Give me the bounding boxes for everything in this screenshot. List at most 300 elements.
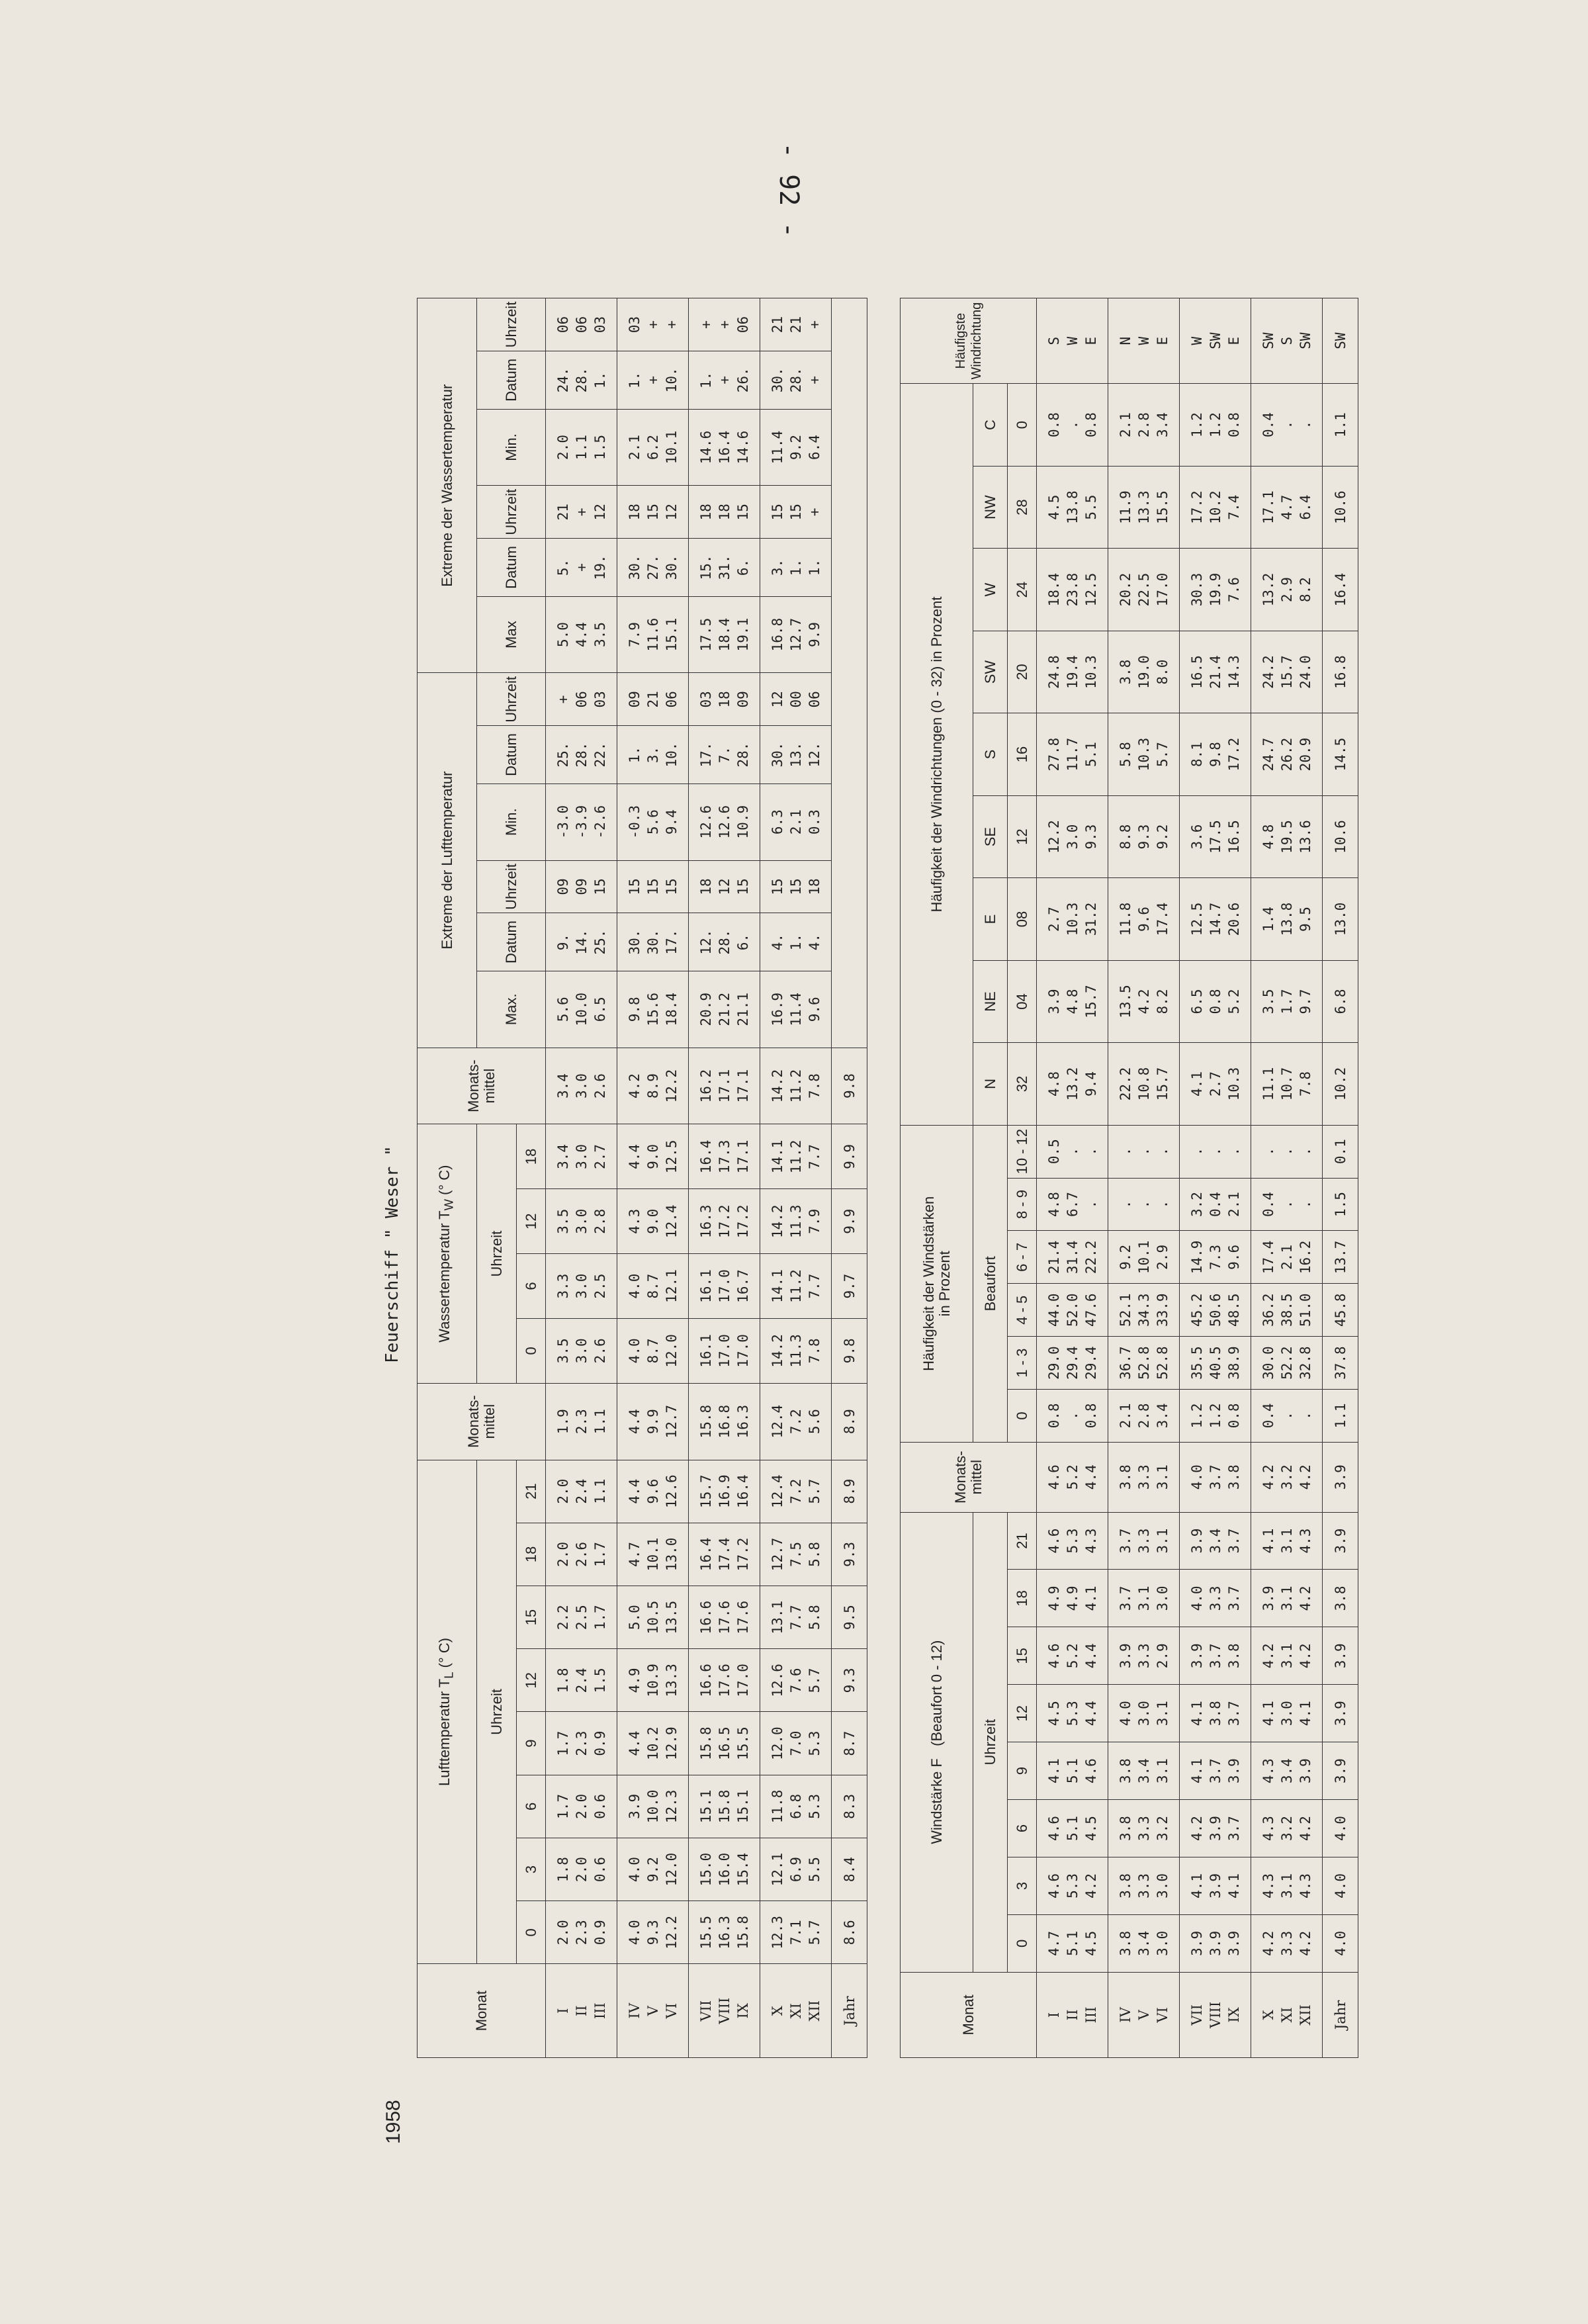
air-extreme-value: 6.3 2.1 0.3 bbox=[760, 783, 832, 860]
month-group: I II III bbox=[546, 1964, 617, 2058]
water-extreme-value: 21 + 12 bbox=[546, 486, 617, 539]
table-row bbox=[617, 298, 689, 2058]
air-temp-value: 16.4 17.4 17.2 bbox=[689, 1523, 760, 1586]
beaufort-frequency-value: 2.1 2.8 3.4 bbox=[1108, 1390, 1180, 1443]
month-group: IV V VI bbox=[617, 1964, 689, 2058]
air-temp-value: 3.9 10.0 12.3 bbox=[617, 1775, 689, 1838]
table-row bbox=[689, 298, 760, 2058]
windforce-value: 3.9 3.9 3.9 bbox=[1180, 1914, 1251, 1972]
windforce-value: 4.9 4.9 4.1 bbox=[1037, 1570, 1108, 1627]
air-min-date-header: Datum bbox=[477, 726, 546, 784]
air-extreme-value: 25. 28. 22. bbox=[546, 726, 617, 784]
direction-code-header: 24 bbox=[1008, 549, 1037, 631]
air-temp-value: 2.2 2.5 1.7 bbox=[546, 1586, 617, 1649]
month-column-header: Monat bbox=[418, 1964, 546, 2058]
temperature-table-body bbox=[546, 298, 867, 2058]
beaufort-frequency-value: 0.4 . . bbox=[1251, 1178, 1323, 1231]
water-extreme-value: 15 15 + bbox=[760, 486, 832, 539]
air-extreme-value: 12 00 06 bbox=[760, 673, 832, 726]
most-frequent-direction: SW S SW bbox=[1251, 298, 1323, 384]
air-temp-value: 1.8 2.0 0.6 bbox=[546, 1838, 617, 1900]
water-extreme-value: 3. 1. 1. bbox=[760, 539, 832, 597]
air-hour-header: 0 bbox=[517, 1901, 546, 1964]
water-temp-value: 14.1 11.2 7.7 bbox=[760, 1124, 832, 1189]
direction-frequency-value: 22.2 10.8 15.7 bbox=[1108, 1043, 1180, 1125]
year-label: 1958 bbox=[382, 2100, 404, 2144]
direction-frequency-value: 3.5 1.7 9.7 bbox=[1251, 960, 1323, 1042]
air-temp-value: 4.4 9.6 12.6 bbox=[617, 1460, 689, 1523]
windforce-value: 4.1 3.8 3.7 bbox=[1180, 1685, 1251, 1742]
air-hour-header: 9 bbox=[517, 1712, 546, 1775]
wind-direction-frequency-header: Häufigkeit der Windrichtungen (0 - 32) in Prozent bbox=[901, 384, 973, 1125]
beaufort-class-header: 10 - 12 bbox=[1008, 1125, 1037, 1178]
water-extreme-value: 24. 28. 1. bbox=[546, 351, 617, 410]
windforce-value: 4.7 5.1 4.5 bbox=[1037, 1914, 1108, 1972]
wind-hour-header: 18 bbox=[1008, 1570, 1037, 1627]
windforce-year-value: 3.8 bbox=[1323, 1570, 1358, 1627]
water-extreme-value: 7.9 11.6 15.1 bbox=[617, 596, 689, 673]
beaufort-frequency-value: 36.2 38.5 51.0 bbox=[1251, 1284, 1323, 1337]
beaufort-year-value: 45.8 bbox=[1323, 1284, 1358, 1337]
air-extreme-value: 9. 14. 25. bbox=[546, 913, 617, 971]
windforce-value: 4.1 3.1 4.3 bbox=[1251, 1512, 1323, 1570]
wind-table-body bbox=[1037, 298, 1358, 2058]
wind-hour-header: 6 bbox=[1008, 1800, 1037, 1857]
windforce-value: 3.9 3.1 4.2 bbox=[1251, 1570, 1323, 1627]
month-group: IV V VI bbox=[1108, 1972, 1180, 2057]
direction-header: N bbox=[973, 1043, 1008, 1125]
beaufort-year-value: 37.8 bbox=[1323, 1337, 1358, 1390]
beaufort-frequency-value: 0.8 . 0.8 bbox=[1037, 1390, 1108, 1443]
wind-hour-header: 15 bbox=[1008, 1627, 1037, 1685]
direction-frequency-value: 11.1 10.7 7.8 bbox=[1251, 1043, 1323, 1125]
month-column-header-lower: Monat bbox=[901, 1972, 1037, 2057]
water-temp-value: 14.1 11.2 7.7 bbox=[760, 1254, 832, 1319]
air-temp-value: 5.0 10.5 13.5 bbox=[617, 1586, 689, 1649]
water-uhrzeit-header: Uhrzeit bbox=[477, 1124, 517, 1383]
direction-header: SE bbox=[973, 795, 1008, 877]
direction-frequency-value: 17.2 10.2 7.4 bbox=[1180, 466, 1251, 548]
air-temp-value: 15.7 16.9 16.4 bbox=[689, 1460, 760, 1523]
water-temp-value: 3.4 3.0 2.6 bbox=[546, 1048, 617, 1124]
air-temp-value: 12.3 7.1 5.7 bbox=[760, 1901, 832, 1964]
year-row-label: Jahr bbox=[1323, 1972, 1358, 2057]
windforce-value: 3.8 3.3 3.0 bbox=[1108, 1857, 1180, 1915]
water-extreme-value: 2.1 6.2 10.1 bbox=[617, 409, 689, 486]
direction-code-header: 32 bbox=[1008, 1043, 1037, 1125]
water-temp-year-value: 9.9 bbox=[832, 1124, 867, 1189]
beaufort-frequency-value: 0.5 . . bbox=[1037, 1125, 1108, 1178]
air-extreme-value: 12.6 12.6 10.9 bbox=[689, 783, 760, 860]
beaufort-header: Beaufort bbox=[973, 1125, 1008, 1442]
temperature-table bbox=[417, 298, 867, 2058]
air-monthly-mean-header: Monats- mittel bbox=[418, 1383, 546, 1460]
beaufort-frequency-value: . . . bbox=[1108, 1125, 1180, 1178]
direction-year-value: 10.6 bbox=[1323, 795, 1358, 877]
air-temp-value: 12.6 7.6 5.7 bbox=[760, 1649, 832, 1712]
direction-frequency-value: 12.5 14.7 20.6 bbox=[1180, 878, 1251, 960]
air-hour-header: 12 bbox=[517, 1649, 546, 1712]
most-frequent-direction-header: Häufigste Windrichtung bbox=[901, 298, 1037, 384]
windforce-value: 4.6 5.3 4.3 bbox=[1037, 1512, 1108, 1570]
water-temp-year-value: 9.7 bbox=[832, 1254, 867, 1319]
beaufort-frequency-value: 0.4 . . bbox=[1251, 1390, 1323, 1443]
direction-frequency-value: 3.6 17.5 16.5 bbox=[1180, 795, 1251, 877]
direction-frequency-value: 4.8 13.2 9.4 bbox=[1037, 1043, 1108, 1125]
windforce-value: 4.3 3.4 3.9 bbox=[1251, 1742, 1323, 1800]
air-extreme-value: 30. 13. 12. bbox=[760, 726, 832, 784]
beaufort-frequency-value: 52.1 34.3 33.9 bbox=[1108, 1284, 1180, 1337]
windforce-year-value: 4.0 bbox=[1323, 1914, 1358, 1972]
beaufort-class-header: 0 bbox=[1008, 1390, 1037, 1443]
direction-frequency-value: 24.8 19.4 10.3 bbox=[1037, 631, 1108, 713]
direction-frequency-value: 20.2 22.5 17.0 bbox=[1108, 549, 1180, 631]
water-min-time-header: Uhrzeit bbox=[477, 298, 546, 351]
direction-code-header: 20 bbox=[1008, 631, 1037, 713]
year-row bbox=[832, 298, 867, 2058]
wind-monthly-mean-header: Monats- mittel bbox=[901, 1442, 1037, 1512]
water-extremes-header: Extreme der Wassertemperatur bbox=[418, 298, 477, 673]
most-frequent-direction: N W E bbox=[1108, 298, 1180, 384]
extremes-year-blank bbox=[832, 298, 867, 1048]
direction-year-value: 16.8 bbox=[1323, 631, 1358, 713]
beaufort-frequency-value: 3.2 0.4 2.1 bbox=[1180, 1178, 1251, 1231]
air-max-header: Max. bbox=[477, 971, 546, 1048]
direction-year-value: 1.1 bbox=[1323, 384, 1358, 467]
direction-frequency-value: 24.7 26.2 20.9 bbox=[1251, 713, 1323, 795]
air-temp-value: 4.4 10.2 12.9 bbox=[617, 1712, 689, 1775]
table-row bbox=[546, 298, 617, 2058]
air-temp-value: 4.0 9.3 12.2 bbox=[617, 1901, 689, 1964]
beaufort-class-header: 1 - 3 bbox=[1008, 1337, 1037, 1390]
beaufort-frequency-value: 1.2 1.2 0.8 bbox=[1180, 1390, 1251, 1443]
windforce-value: 4.2 3.3 4.2 bbox=[1251, 1914, 1323, 1972]
month-group: VII VIII IX bbox=[1180, 1972, 1251, 2057]
air-extreme-value: 20.9 21.2 21.1 bbox=[689, 971, 760, 1048]
air-extreme-value: 09 09 15 bbox=[546, 860, 617, 913]
table-row bbox=[760, 298, 832, 2058]
air-temp-value: 1.9 2.3 1.1 bbox=[546, 1383, 617, 1460]
beaufort-frequency-value: 29.0 29.4 29.4 bbox=[1037, 1337, 1108, 1390]
water-temp-value: 14.2 11.3 7.8 bbox=[760, 1318, 832, 1383]
windforce-value: 4.1 3.7 3.9 bbox=[1180, 1742, 1251, 1800]
most-frequent-direction: W SW E bbox=[1180, 298, 1251, 384]
direction-frequency-value: 0.4 . . bbox=[1251, 384, 1323, 467]
water-extreme-value: 30. 28. + bbox=[760, 351, 832, 410]
air-hour-header: 21 bbox=[517, 1460, 546, 1523]
air-extreme-value: 15 15 15 bbox=[617, 860, 689, 913]
air-extreme-value: 03 18 09 bbox=[689, 673, 760, 726]
table-row bbox=[1037, 298, 1108, 2058]
windforce-value: 4.2 3.2 4.2 bbox=[1251, 1442, 1323, 1512]
direction-code-header: 04 bbox=[1008, 960, 1037, 1042]
air-hour-header: 18 bbox=[517, 1523, 546, 1586]
water-max-date-header: Datum bbox=[477, 539, 546, 597]
water-extreme-value: 5.0 4.4 3.5 bbox=[546, 596, 617, 673]
water-extreme-value: 30. 27. 30. bbox=[617, 539, 689, 597]
windforce-value: 3.7 3.3 3.1 bbox=[1108, 1512, 1180, 1570]
air-temp-year-value: 8.6 bbox=[832, 1901, 867, 1964]
direction-year-value: 14.5 bbox=[1323, 713, 1358, 795]
water-temp-value: 3.3 3.0 2.5 bbox=[546, 1254, 617, 1319]
windforce-value: 4.1 3.0 4.1 bbox=[1251, 1685, 1323, 1742]
beaufort-frequency-value: 45.2 50.6 48.5 bbox=[1180, 1284, 1251, 1337]
month-group: VII VIII IX bbox=[689, 1964, 760, 2058]
water-temp-value: 14.2 11.3 7.9 bbox=[760, 1189, 832, 1254]
direction-frequency-value: 6.5 0.8 5.2 bbox=[1180, 960, 1251, 1042]
air-temp-value: 12.4 7.2 5.6 bbox=[760, 1383, 832, 1460]
water-hour-header: 18 bbox=[517, 1124, 546, 1189]
water-extreme-value: 1. + 26. bbox=[689, 351, 760, 410]
air-temp-value: 4.7 10.1 13.0 bbox=[617, 1523, 689, 1586]
year-row-label: Jahr bbox=[832, 1964, 867, 2058]
air-extreme-value: 1. 3. 10. bbox=[617, 726, 689, 784]
beaufort-frequency-value: . . . bbox=[1251, 1125, 1323, 1178]
air-extreme-value: -0.3 5.6 9.4 bbox=[617, 783, 689, 860]
windforce-value: 4.6 5.2 4.4 bbox=[1037, 1442, 1108, 1512]
windforce-year-value: 3.9 bbox=[1323, 1685, 1358, 1742]
air-temp-value: 4.9 10.9 13.3 bbox=[617, 1649, 689, 1712]
air-extreme-value: 9.8 15.6 18.4 bbox=[617, 971, 689, 1048]
water-min-header: Min. bbox=[477, 409, 546, 486]
windforce-year-value: 3.9 bbox=[1323, 1512, 1358, 1570]
direction-header: NE bbox=[973, 960, 1008, 1042]
air-temp-value: 15.1 15.8 15.1 bbox=[689, 1775, 760, 1838]
wind-table bbox=[900, 298, 1358, 2058]
air-temp-value: 2.0 2.4 1.1 bbox=[546, 1460, 617, 1523]
direction-frequency-value: 8.1 9.8 17.2 bbox=[1180, 713, 1251, 795]
windforce-year-value: 3.9 bbox=[1323, 1742, 1358, 1800]
windforce-value: 4.6 5.1 4.5 bbox=[1037, 1800, 1108, 1857]
water-extreme-value: 06 06 03 bbox=[546, 298, 617, 351]
water-temp-value: 16.1 17.0 16.7 bbox=[689, 1254, 760, 1319]
windforce-value: 3.8 3.4 3.0 bbox=[1108, 1914, 1180, 1972]
water-extreme-value: 21 21 + bbox=[760, 298, 832, 351]
direction-frequency-value: 5.8 10.3 5.7 bbox=[1108, 713, 1180, 795]
direction-frequency-value: 30.3 19.9 7.6 bbox=[1180, 549, 1251, 631]
water-min-date-header: Datum bbox=[477, 351, 546, 410]
beaufort-frequency-value: 9.2 10.1 2.9 bbox=[1108, 1231, 1180, 1284]
windforce-value: 4.3 3.1 4.3 bbox=[1251, 1857, 1323, 1915]
air-temp-value: 4.4 9.9 12.7 bbox=[617, 1383, 689, 1460]
beaufort-year-value: 1.1 bbox=[1323, 1390, 1358, 1443]
windforce-value: 3.9 3.7 3.8 bbox=[1180, 1627, 1251, 1685]
air-temp-value: 16.6 17.6 17.6 bbox=[689, 1586, 760, 1649]
beaufort-frequency-value: 30.0 52.2 32.8 bbox=[1251, 1337, 1323, 1390]
direction-frequency-value: 4.1 2.7 10.3 bbox=[1180, 1043, 1251, 1125]
direction-year-value: 10.6 bbox=[1323, 466, 1358, 548]
water-extreme-value: 16.8 12.7 9.9 bbox=[760, 596, 832, 673]
water-temp-year-value: 9.8 bbox=[832, 1048, 867, 1124]
station-title: Feuerschiff " Weser " bbox=[382, 1145, 402, 1363]
water-extreme-value: 11.4 9.2 6.4 bbox=[760, 409, 832, 486]
air-temp-value: 15.8 16.5 15.5 bbox=[689, 1712, 760, 1775]
windforce-value: 4.0 3.3 3.7 bbox=[1180, 1570, 1251, 1627]
windforce-value: 3.7 3.1 3.0 bbox=[1108, 1570, 1180, 1627]
air-extreme-value: 17. 7. 28. bbox=[689, 726, 760, 784]
direction-header: S bbox=[973, 713, 1008, 795]
air-temp-value: 12.4 7.2 5.7 bbox=[760, 1460, 832, 1523]
water-temp-value: 3.5 3.0 2.6 bbox=[546, 1318, 617, 1383]
water-temp-value: 3.4 3.0 2.7 bbox=[546, 1124, 617, 1189]
air-temp-value: 11.8 6.8 5.3 bbox=[760, 1775, 832, 1838]
air-extreme-value: 18 12 15 bbox=[689, 860, 760, 913]
air-temp-value: 12.0 7.0 5.3 bbox=[760, 1712, 832, 1775]
beaufort-frequency-value: 14.9 7.3 9.6 bbox=[1180, 1231, 1251, 1284]
water-extreme-value: 17.5 18.4 19.1 bbox=[689, 596, 760, 673]
air-temp-value: 12.7 7.5 5.8 bbox=[760, 1523, 832, 1586]
water-extreme-value: 1. + 10. bbox=[617, 351, 689, 410]
wind-hour-header: 9 bbox=[1008, 1742, 1037, 1800]
rotated-table-sheet bbox=[351, 218, 1462, 2157]
air-temp-value: 2.0 2.6 1.7 bbox=[546, 1523, 617, 1586]
windforce-value: 4.1 3.9 4.1 bbox=[1180, 1857, 1251, 1915]
direction-frequency-value: 1.2 1.2 0.8 bbox=[1180, 384, 1251, 467]
water-extreme-value: + + 06 bbox=[689, 298, 760, 351]
water-monthly-mean-header: Monats- mittel bbox=[418, 1048, 546, 1124]
direction-code-header: 28 bbox=[1008, 466, 1037, 548]
air-hour-header: 6 bbox=[517, 1775, 546, 1838]
air-temp-value: 15.0 16.0 15.4 bbox=[689, 1838, 760, 1900]
direction-frequency-value: 4.8 19.5 13.6 bbox=[1251, 795, 1323, 877]
direction-frequency-value: 18.4 23.8 12.5 bbox=[1037, 549, 1108, 631]
windforce-value: 4.6 5.3 4.2 bbox=[1037, 1857, 1108, 1915]
direction-frequency-value: 11.9 13.3 15.5 bbox=[1108, 466, 1180, 548]
direction-header: E bbox=[973, 878, 1008, 960]
air-temp-value: 1.8 2.4 1.5 bbox=[546, 1649, 617, 1712]
water-extreme-value: 2.0 1.1 1.5 bbox=[546, 409, 617, 486]
air-temp-value: 15.8 16.8 16.3 bbox=[689, 1383, 760, 1460]
water-extreme-value: 18 18 15 bbox=[689, 486, 760, 539]
beaufort-frequency-value: . . . bbox=[1180, 1125, 1251, 1178]
direction-frequency-value: 4.5 13.8 5.5 bbox=[1037, 466, 1108, 548]
direction-frequency-value: 3.9 4.8 15.7 bbox=[1037, 960, 1108, 1042]
windforce-value: 3.9 3.3 2.9 bbox=[1108, 1627, 1180, 1685]
air-temp-value: 4.0 9.2 12.0 bbox=[617, 1838, 689, 1900]
direction-code-header: 12 bbox=[1008, 795, 1037, 877]
water-extreme-value: 18 15 12 bbox=[617, 486, 689, 539]
water-temp-value: 4.2 8.9 12.2 bbox=[617, 1048, 689, 1124]
air-extreme-value: 12. 28. 6. bbox=[689, 913, 760, 971]
air-extreme-value: + 06 03 bbox=[546, 673, 617, 726]
air-temp-value: 13.1 7.7 5.8 bbox=[760, 1586, 832, 1649]
water-extreme-value: 03 + + bbox=[617, 298, 689, 351]
direction-frequency-value: 12.2 3.0 9.3 bbox=[1037, 795, 1108, 877]
beaufort-frequency-value: 21.4 31.4 22.2 bbox=[1037, 1231, 1108, 1284]
air-temp-value: 12.1 6.9 5.5 bbox=[760, 1838, 832, 1900]
air-extreme-value: 5.6 10.0 6.5 bbox=[546, 971, 617, 1048]
air-min-header: Min. bbox=[477, 783, 546, 860]
direction-code-header: 16 bbox=[1008, 713, 1037, 795]
windforce-value: 4.1 5.1 4.6 bbox=[1037, 1742, 1108, 1800]
windforce-frequency-header: Häufigkeit der Windstärken in Prozent bbox=[901, 1125, 973, 1442]
windforce-value: 3.9 3.4 3.7 bbox=[1180, 1512, 1251, 1570]
table-row bbox=[1108, 298, 1180, 2058]
direction-header: NW bbox=[973, 466, 1008, 548]
air-hour-header: 15 bbox=[517, 1586, 546, 1649]
air-temp-year-value: 9.3 bbox=[832, 1649, 867, 1712]
direction-frequency-value: 2.7 10.3 31.2 bbox=[1037, 878, 1108, 960]
water-temp-year-value: 9.9 bbox=[832, 1189, 867, 1254]
water-temp-value: 16.4 17.3 17.1 bbox=[689, 1124, 760, 1189]
windforce-value: 4.2 3.9 3.7 bbox=[1180, 1800, 1251, 1857]
beaufort-frequency-value: 17.4 2.1 16.2 bbox=[1251, 1231, 1323, 1284]
water-temp-value: 3.5 3.0 2.8 bbox=[546, 1189, 617, 1254]
water-temp-header: Wassertemperatur $T_W$ (° C) bbox=[418, 1124, 477, 1383]
air-uhrzeit-header: Uhrzeit bbox=[477, 1460, 517, 1964]
air-extreme-value: -3.0 -3.9 -2.6 bbox=[546, 783, 617, 860]
air-temp-value: 16.6 17.6 17.0 bbox=[689, 1649, 760, 1712]
direction-frequency-value: 16.5 21.4 14.3 bbox=[1180, 631, 1251, 713]
air-hour-header: 3 bbox=[517, 1838, 546, 1900]
direction-frequency-value: 13.5 4.2 8.2 bbox=[1108, 960, 1180, 1042]
air-extremes-header: Extreme der Lufttemperatur bbox=[418, 673, 477, 1048]
direction-frequency-value: 24.2 15.7 24.0 bbox=[1251, 631, 1323, 713]
water-extreme-value: 5. + 19. bbox=[546, 539, 617, 597]
beaufort-frequency-value: 36.7 52.8 52.8 bbox=[1108, 1337, 1180, 1390]
water-temp-value: 16.2 17.1 17.1 bbox=[689, 1048, 760, 1124]
beaufort-class-header: 8 - 9 bbox=[1008, 1178, 1037, 1231]
windforce-year-value: 3.9 bbox=[1323, 1627, 1358, 1685]
water-hour-header: 12 bbox=[517, 1189, 546, 1254]
beaufort-frequency-value: 4.8 6.7 . bbox=[1037, 1178, 1108, 1231]
month-group: X XI XII bbox=[1251, 1972, 1323, 2057]
windforce-value: 4.0 3.0 3.1 bbox=[1108, 1685, 1180, 1742]
direction-frequency-value: 27.8 11.7 5.1 bbox=[1037, 713, 1108, 795]
windforce-value: 4.5 5.3 4.4 bbox=[1037, 1685, 1108, 1742]
direction-frequency-value: 0.8 . 0.8 bbox=[1037, 384, 1108, 467]
direction-year-value: 10.2 bbox=[1323, 1043, 1358, 1125]
air-temp-value: 15.5 16.3 15.8 bbox=[689, 1901, 760, 1964]
direction-year-value: 6.8 bbox=[1323, 960, 1358, 1042]
beaufort-year-value: 1.5 bbox=[1323, 1178, 1358, 1231]
windforce-year-value: 4.0 bbox=[1323, 1857, 1358, 1915]
most-frequent-direction: S W E bbox=[1037, 298, 1108, 384]
windforce-year-value: 3.9 bbox=[1323, 1442, 1358, 1512]
air-temp-year-value: 8.9 bbox=[832, 1383, 867, 1460]
direction-frequency-value: 17.1 4.7 6.4 bbox=[1251, 466, 1323, 548]
direction-frequency-value: 3.8 19.0 8.0 bbox=[1108, 631, 1180, 713]
windforce-value: 4.6 5.2 4.4 bbox=[1037, 1627, 1108, 1685]
air-temp-year-value: 9.3 bbox=[832, 1523, 867, 1586]
water-temp-year-value: 9.8 bbox=[832, 1318, 867, 1383]
windforce-header: Windstärke F (Beaufort 0 - 12) bbox=[901, 1512, 973, 1972]
water-extreme-value: 14.6 16.4 14.6 bbox=[689, 409, 760, 486]
direction-year-value: 13.0 bbox=[1323, 878, 1358, 960]
air-temp-value: 1.7 2.0 0.6 bbox=[546, 1775, 617, 1838]
air-max-date-header: Datum bbox=[477, 913, 546, 971]
air-temp-value: 1.7 2.3 0.9 bbox=[546, 1712, 617, 1775]
windforce-value: 3.8 3.3 3.1 bbox=[1108, 1442, 1180, 1512]
air-temp-value: 2.0 2.3 0.9 bbox=[546, 1901, 617, 1964]
air-temp-year-value: 8.7 bbox=[832, 1712, 867, 1775]
water-max-header: Max bbox=[477, 596, 546, 673]
direction-year-value: SW bbox=[1323, 298, 1358, 384]
table-row bbox=[1251, 298, 1323, 2058]
direction-code-header: 08 bbox=[1008, 878, 1037, 960]
air-min-time-header: Uhrzeit bbox=[477, 673, 546, 726]
year-row bbox=[1323, 298, 1358, 2058]
wind-hour-header: 0 bbox=[1008, 1914, 1037, 1972]
month-group: I II III bbox=[1037, 1972, 1108, 2057]
air-extreme-value: 15 15 18 bbox=[760, 860, 832, 913]
water-hour-header: 0 bbox=[517, 1318, 546, 1383]
air-extreme-value: 09 21 06 bbox=[617, 673, 689, 726]
windforce-value: 4.2 3.1 4.2 bbox=[1251, 1627, 1323, 1685]
air-temp-year-value: 8.4 bbox=[832, 1838, 867, 1900]
direction-header: SW bbox=[973, 631, 1008, 713]
water-temp-value: 4.4 9.0 12.5 bbox=[617, 1124, 689, 1189]
